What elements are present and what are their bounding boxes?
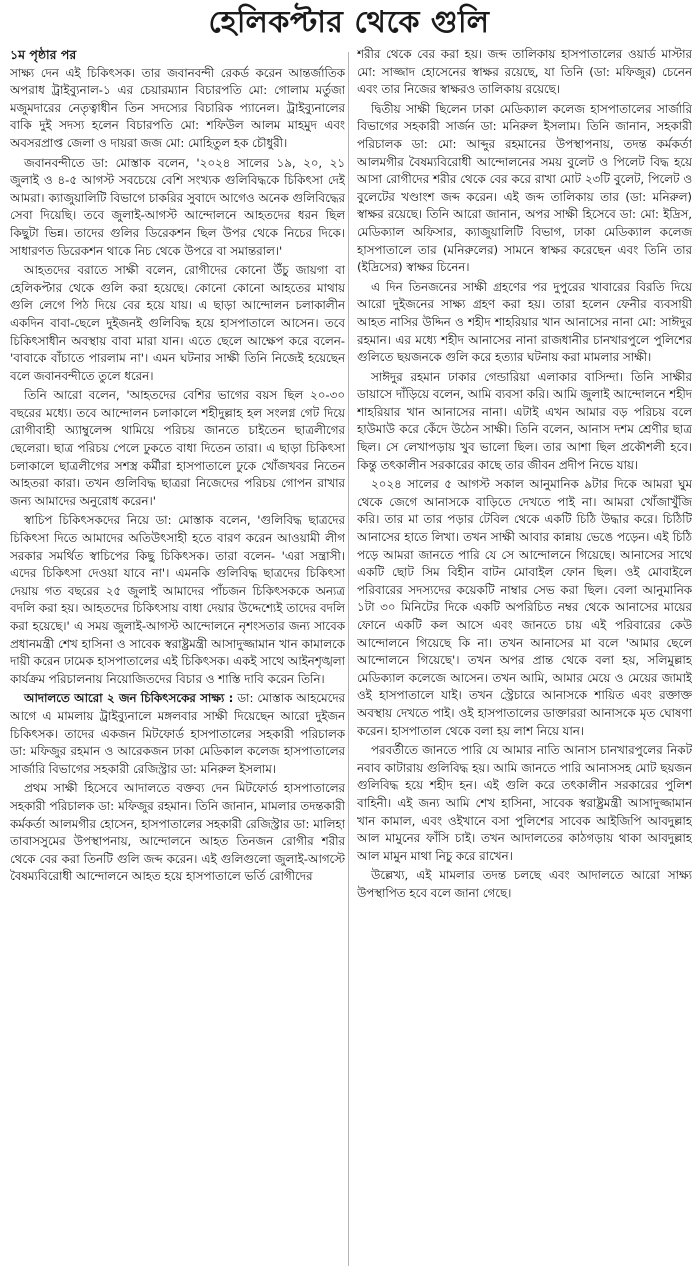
continuation-label: ১ম পৃষ্ঠার পর [10,47,77,62]
column-divider [348,52,349,1266]
paragraph: প্রথম সাক্ষী হিসেবে আদালতে বক্তব্য দেন মিটফোর্ড হাসপাতালের সহকারী পরিচালক ডা: মফিজুর রহমান। তিনি জানান, মামলার তদন্তকারী কর্মকর্তা আলমগীর হোসেন, হাসপাতালের সহকারী রেজিস্ট্রার ডা: মালিহা তাবাসসুমের উপস্থাপনায়, আন্দোলনে আহত তিনজন রোগীর শরীর থেকে বের করা তিনটি গুলি জব্দ করেন। এই গুলিগুলো জুলাই-আগস্টে বৈষম্যবিরোধী আন্দোলনে আহত হয়ে হাসপাতালে ভর্তি রোগীদের [10,781,345,884]
subhead-paragraph [10,690,345,778]
right-column [357,46,692,1272]
paragraph: পরবর্তীতে জানতে পারি যে আমার নাতি আনাস চানখারপুলের নিকট নবাব কাটারায় গুলিবিদ্ধ হয়। আমি জানতে পারি আনাসসহ মোট ছয়জন গুলিবিদ্ধ হয়ে শহীদ হন। এই গুলি করে তৎকালীন সরকারের পুলিশ বাহিনী। এই জন্য আমি শেখ হাসিনা, সাবেক স্বরাষ্ট্রমন্ত্রী আসাদুজ্জামান খান কামাল, এবং ওইখানে বসা পুলিশের সাবেক আইজিপি আবদুল্লাহ আল মামুনের ফাঁসি চাই। তখন আদালতের কাঠগড়ায় থাকা আবদুল্লাহ আল মামুন মাথা নিচু করে রাখেন। [357,743,692,863]
subhead: আদালতে আরো ২ জন চিকিৎসকের সাক্ষ্য : [24,691,234,706]
paragraph: উল্লেখ্য, এই মামলার তদন্ত চলছে এবং আদালতে আরো সাক্ষ্য উপস্থাপিত হবে বলে জানা গেছে। [357,868,692,900]
headline: হেলিকপ্টার থেকে গুলি [208,5,490,40]
paragraph: আহতদের বরাতে সাক্ষী বলেন, রোগীদের কোনো উঁচু জায়গা বা হেলিকপ্টার থেকে গুলি করা হয়েছে। কোনো কোনো আহতের মাথায় গুলি লেগে পিঠ দিয়ে বের হয়ে যায়। এ ছাড়া আন্দোলন চলাকালীন একদিন বাবা-ছেলে দুইজনই গুলিবিদ্ধ হয়ে হাসপাতালে আসেন। তবে চিকিৎসাধীন অবস্থায় বাবা মারা যান। এতে ছেলে আক্ষেপ করে বলেন- 'বাবাকে বাঁচাতে পারলাম না'। এমন ঘটনার সাক্ষী তিনি নিজেই হয়েছেন বলে জবানবন্দীতে তুলে ধরেন। [10,263,345,383]
paragraph: জবানবন্দীতে ডা: মোস্তাক বলেন, '২০২৪ সালের ১৯, ২০, ২১ জুলাই ও ৪-৫ আগস্ট সবচেয়ে বেশি সংখ্যক গুলিবিদ্ধকে চিকিৎসা দেই আমরা। ক্যাজুয়ালিটি বিভাগে চাকরির সুবাদে আগেও অনেক গুলিবিদ্ধের সেবা দিয়েছি। তবে জুলাই-আগস্ট আন্দোলনে আহতদের ধরন ছিল কিছুটা ভিন্ন। তাদের গুলির ডিরেকশন ছিল উপর থেকে নিচের দিকে। সাধারণত ডিরেকশন থাকে নিচ থেকে উপরে বা সমান্তরাল।' [10,155,345,258]
paragraph: সাক্ষ্য দেন এই চিকিৎসক। তার জবানবন্দী রেকর্ড করেন আন্তর্জাতিক অপরাধ ট্রাইব্যুনাল-১ এর চেয়ারম্যান বিচারপতি মো: গোলাম মর্তুজা মজুমদারের নেতৃত্বাধীন তিন সদস্যের বিচারিক প্যানেল। ট্রাইব্যুনালের বাকি দুই সদস্য হলেন বিচারপতি মো: শফিউল আলম মাহমুদ এবং অবসরপ্রাপ্ত জেলা ও দায়রা জজ মো: মোহিতুল হক চৌধুরী। [10,65,345,150]
paragraph: এ দিন তিনজনের সাক্ষী গ্রহণের পর দুপুরের খাবারের বিরতি দিয়ে আরো দুইজনের সাক্ষ্য গ্রহণ করা হয়। তারা হলেন ফেনীর ব্যবসায়ী আহত নাসির উদ্দিন ও শহীদ শাহরিয়ার খান আনাসের নানা মো: সাঈদুর রহমান। এর মধ্যে শহীদ আনাসের নানা রাজধানীর চানখারপুলে পুলিশের গুলিতে ছয়জনকে গুলি করে হত্যার ঘটনায় করা মামলার সাক্ষী। [357,279,692,365]
subhead-text: ডা: মোস্তাক আহমেদের আগে এ মামলায় ট্রাইব্যুনালে মঙ্গলবার সাক্ষী দিয়েছেন আরো দুইজন চিকিৎসক। তাদের একজন মিটফোর্ড হাসপাতালের সহকারী পরিচালক ডা: মফিজুর রহমান ও আরেকজন ঢাকা মেডিকাল কলেজ হাসপাতালের সার্জারি বিভাগের সহকারী রেজিস্ট্রার ডা: মনিরুল ইসলাম। [10,691,345,776]
left-column [10,46,345,1272]
paragraph: দ্বিতীয় সাক্ষী ছিলেন ঢাকা মেডিক্যাল কলেজ হাসপাতালের সার্জারি বিভাগের সহকারী সার্জন ডা: মনিরুল ইসলাম। তিনি জানান, সহকারী পরিচালক ডা: মো: আব্দুর রহমানের উপস্থাপনায়, তদন্ত কর্মকর্তা আলমগীর বৈষম্যবিরোধী আন্দোলনের সময় বুলেট ও পিলেট বিদ্ধ হয়ে আসা রোগীদের শরীর থেকে বের করে রাখা মোট ২৩টি বুলেট, পিলেট ও বুলেটের খণ্ডাংশ জব্দ করেন। এই জব্দ তালিকায় তার (ডা: মনিরুল) স্বাক্ষর রয়েছে। তিনি আরো জানান, অপর সাক্ষী হিসেবে ডা: মো: ইদ্রিস, মেডিক্যাল অফিসার, ক্যাজুয়ালিটি বিভাগ, ঢাকা মেডিক্যাল কলেজ হাসপাতালে তার (মনিরুলের) সামনে স্বাক্ষর করেছেন এবং তিনি তার (ইদ্রিসের) স্বাক্ষর চিনেন। [357,101,692,275]
paragraph: ২০২৪ সালের ৫ আগস্ট সকাল আনুমানিক ৯টার দিকে আমরা ঘুম থেকে জেগে আনাসকে বাড়িতে দেখতে পাই না। আমরা খোঁজাখুঁজি করি। তার মা তার পড়ার টেবিল থেকে একটি চিঠি উদ্ধার করে। চিঠিটি আনাসের হাতে লিখা। তখন সাক্ষী আবার কান্নায় ভেঙে পড়েন। এই চিঠি পড়ে আমরা জানতে পারি যে সে আন্দোলনে গিয়েছে। আনাসের সাথে একটি ছোট সিম বিহীন বাটন মোবাইল ফোন ছিল। ওই মোবাইলে পরিবারের সদস্যদের কয়েকটি নাম্বার সেভ করা ছিল। বেলা আনুমানিক ১টা ৩০ মিনিটের দিকে একটি অপরিচিত নম্বর থেকে আনাসের মায়ের ফোনে একটি কল আসে এবং জানতে চায় এই পরিবারের কেউ আন্দোলনে গিয়েছে কি না। তখন আনাসের মা বলে 'আমার ছেলে আন্দোলনে গিয়েছে'। তখন অপর প্রান্ত থেকে বলা হয়, সলিমুল্লাহ মেডিক্যাল কলেজে আসেন। তখন আমি, আমার মেয়ে ও মেয়ের জামাই ওই হাসপাতালে যাই। তখন স্ট্রেচারে আনাসকে শায়িত এবং রক্তাক্ত অবস্থায় দেখতে পাই। ওই হাসপাতালের ডাক্তাররা আনাসকে মৃত ঘোষণা করেন। হাসপাতাল থেকে বলা হয় লাশ নিয়ে যান। [357,477,692,738]
paragraph: স্বাচিপ চিকিৎসকদের নিয়ে ডা: মোস্তাক বলেন, 'গুলিবিদ্ধ ছাত্রদের চিকিৎসা দিতে আমাদের অতিউৎসাহী হতে বারণ করেন আওয়ামী লীগ সরকার সমর্থিত স্বাচিপের কিছু চিকিৎসক। তারা বলেন- 'এরা সন্ত্রাসী। এদের চিকিৎসা দেওয়া যাবে না'। এমনকি গুলিবিদ্ধ ছাত্রদের চিকিৎসা দেয়ায় গত বছরের ২৫ জুলাই আমাদের পাঁচজন চিকিৎসককে অন্যত্র বদলি করা হয়। আহতদের চিকিৎসায় বাধা দেয়ার উদ্দেশ্যেই তাদের বদলি করা হয়েছে।' এ সময় জুলাই-আগস্ট আন্দোলনে নৃশংসতার জন্য সাবেক প্রধানমন্ত্রী শেখ হাসিনা ও সাবেক স্বরাষ্ট্রমন্ত্রী আসাদুজ্জামান খান কামালকে দায়ী করেন ঢামেক হাসপাতালের এই চিকিৎসক। একই সাথে আইনশৃঙ্খলা কার্যক্রম পরিচালনায় নিয়োজিতদের বিচার ও শাস্তি দাবি করেন তিনি। [10,513,345,686]
paragraph: তিনি আরো বলেন, 'আহতদের বেশির ভাগের বয়স ছিল ২০-৩০ বছরের মধ্যে। তবে আন্দোলন চলাকালে শহীদুল্লাহ হল সংলগ্ন গেট দিয়ে রোগীবাহী অ্যাম্বুলেন্স থামিয়ে পরিচয় জানতে চাইতেন ছাত্রলীগের ছেলেরা। ছাত্র পরিচয় পেলে ঢুকতে বাধা দিতেন তারা। এ ছাড়া চিকিৎসা চলাকালে ছাত্রলীগের সশস্ত্র কর্মীরা হাসপাতালে ঢুকে খোঁজখবর নিতেন আহতরা কারা। তখন গুলিবিদ্ধ ছাত্ররা নিজেদের পরিচয় গোপন রাখার জন্য আমাদের অনুরোধ করেন।' [10,388,345,508]
paragraph: শরীর থেকে বের করা হয়। জব্দ তালিকায় হাসপাতালের ওয়ার্ড মাস্টার মো: সাজ্জাদ হোসেনের স্বাক্ষর রয়েছে, যা তিনি (ডা: মফিজুর) চেনেন এবং তার নিজের স্বাক্ষরও তালিকায় রয়েছে। [357,47,692,97]
paragraph: সাঈদুর রহমান ঢাকার গেন্ডারিয়া এলাকার বাসিন্দা। তিনি সাক্ষীর ডায়াসে দাঁড়িয়ে বলেন, আমি ব্যবসা করি। আমি জুলাই আন্দোলনে শহীদ শাহরিয়ার খান আনাসের নানা। এটাই এখন আমার বড় পরিচয় বলে হাউমাউ করে কেঁদে উঠেন সাক্ষী। তিনি বলেন, আনাস দশম শ্রেণীর ছাত্র ছিল। সে লেখাপড়ায় খুব ভালো ছিল। তার আশা ছিল প্রকৌশলী হবে। কিন্তু তৎকালীন সরকারের কাছে তার জীবন প্রদীপ নিভে যায়। [357,369,692,472]
